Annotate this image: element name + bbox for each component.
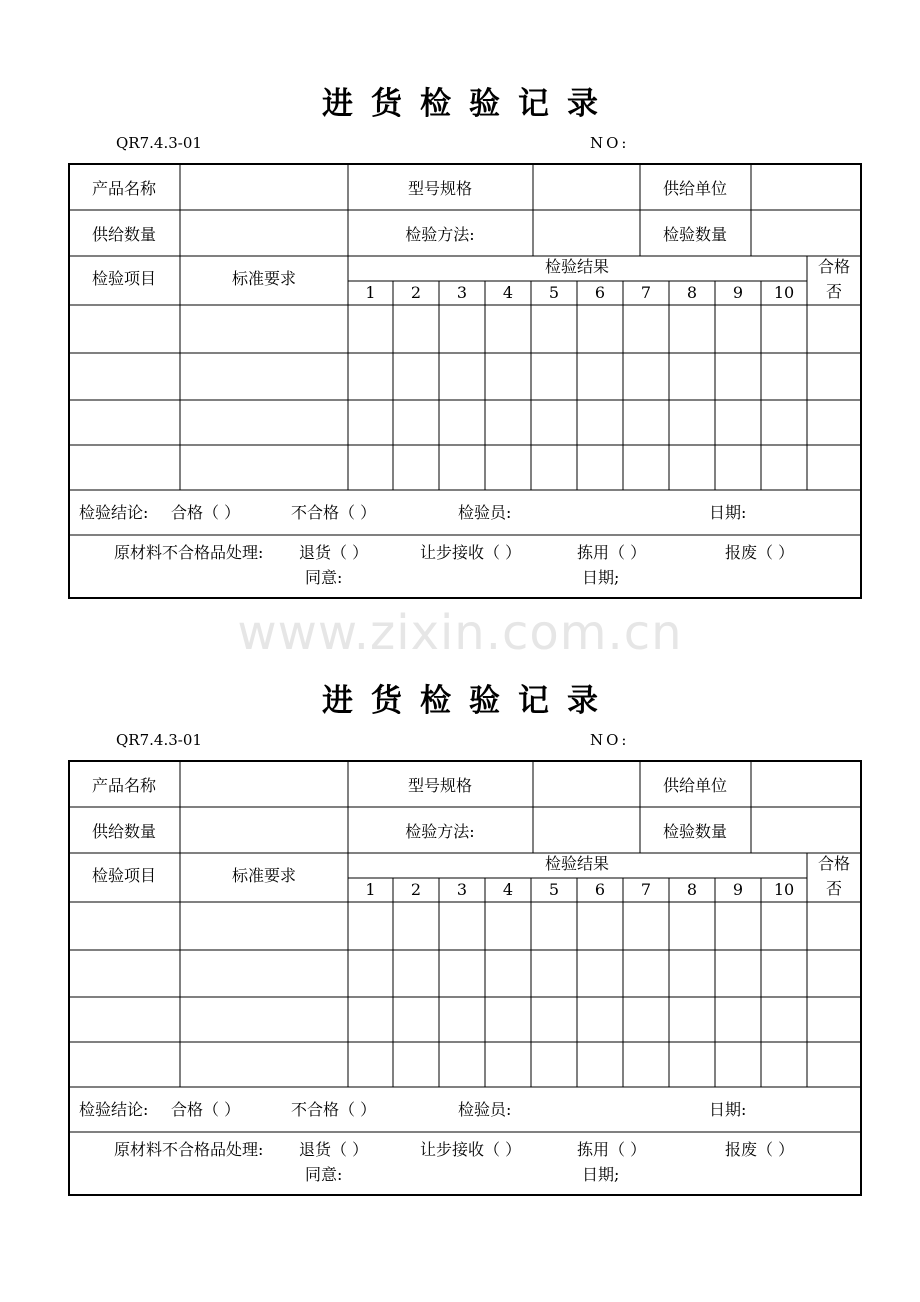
watermark: www.zixin.com.cn	[237, 605, 683, 661]
standard-requirement-label: 标准要求	[231, 866, 297, 885]
return-option-text: 退货（ ）	[299, 1140, 369, 1159]
inspection-results-label: 检验结果	[544, 257, 610, 276]
inspection-quantity-label: 检验数量	[662, 225, 728, 244]
supply-quantity-label: 供给数量	[91, 822, 157, 841]
return-option-text: 退货（ ）	[299, 543, 369, 562]
pass-fail-label-line2: 否	[825, 282, 843, 301]
doc-number-label: NO:	[590, 134, 630, 152]
table-row	[69, 353, 861, 400]
result-column-header: 5	[548, 283, 560, 302]
pass-checkbox-text: 合格（ ）	[171, 1100, 241, 1119]
result-column-header: 3	[456, 880, 468, 899]
pass-fail-label-line1: 合格	[817, 257, 851, 276]
table-row	[69, 400, 861, 445]
inspection-results-label: 检验结果	[544, 854, 610, 873]
result-column-header: 6	[594, 880, 606, 899]
result-column-header: 9	[732, 880, 744, 899]
table-row	[69, 1042, 861, 1087]
fail-checkbox-text: 不合格（ ）	[291, 1100, 377, 1119]
inspection-item-label: 检验项目	[91, 269, 157, 288]
model-spec-label: 型号规格	[407, 776, 473, 795]
approval-label: 同意:	[305, 1165, 343, 1184]
result-column-header: 10	[773, 880, 795, 899]
result-column-header: 1	[365, 880, 376, 899]
scrap-option-text: 报废（ ）	[725, 543, 795, 562]
table-row	[69, 997, 861, 1042]
result-column-header: 4	[502, 283, 514, 302]
doc-number-label: NO:	[590, 731, 630, 749]
product-name-label: 产品名称	[91, 776, 157, 795]
result-column-header: 9	[732, 283, 744, 302]
scrap-option-text: 报废（ ）	[725, 1140, 795, 1159]
form-title: 进货检验记录	[322, 683, 616, 719]
approval-date-label: 日期;	[582, 1165, 620, 1184]
result-column-header: 3	[456, 283, 468, 302]
form-title: 进货检验记录	[322, 86, 616, 122]
result-column-header: 7	[640, 283, 652, 302]
standard-requirement-label: 标准要求	[231, 269, 297, 288]
result-column-header: 1	[365, 283, 376, 302]
approval-label: 同意:	[305, 568, 343, 587]
conclusion-label: 检验结论:	[79, 503, 149, 522]
table-row	[69, 950, 861, 997]
supply-quantity-label: 供给数量	[91, 225, 157, 244]
inspection-form-1	[0, 0, 920, 600]
disposition-label: 原材料不合格品处理:	[114, 1140, 264, 1159]
pass-checkbox-text: 合格（ ）	[171, 503, 241, 522]
table-row	[69, 305, 861, 353]
inspector-label: 检验员:	[458, 1100, 512, 1119]
inspection-item-label: 检验项目	[91, 866, 157, 885]
supplier-label: 供给单位	[662, 179, 728, 198]
pass-fail-label-line2: 否	[825, 879, 843, 898]
inspection-form-2	[0, 597, 920, 1197]
approval-date-label: 日期;	[582, 568, 620, 587]
doc-code: QR7.4.3-01	[116, 134, 202, 152]
result-column-header: 6	[594, 283, 606, 302]
product-name-label: 产品名称	[91, 179, 157, 198]
pass-fail-label-line1: 合格	[817, 854, 851, 873]
result-column-header: 8	[686, 880, 698, 899]
conclusion-date-label: 日期:	[709, 503, 747, 522]
concession-option-text: 让步接收（ ）	[420, 543, 522, 562]
result-column-header: 5	[548, 880, 560, 899]
result-column-header: 2	[410, 283, 422, 302]
concession-option-text: 让步接收（ ）	[420, 1140, 522, 1159]
conclusion-label: 检验结论:	[79, 1100, 149, 1119]
model-spec-label: 型号规格	[407, 179, 473, 198]
disposition-label: 原材料不合格品处理:	[114, 543, 264, 562]
table-row	[69, 445, 861, 490]
inspector-label: 检验员:	[458, 503, 512, 522]
result-column-header: 10	[773, 283, 795, 302]
result-column-header: 8	[686, 283, 698, 302]
result-column-header: 4	[502, 880, 514, 899]
fail-checkbox-text: 不合格（ ）	[291, 503, 377, 522]
table-row	[69, 902, 861, 950]
inspection-quantity-label: 检验数量	[662, 822, 728, 841]
result-column-header: 7	[640, 880, 652, 899]
supplier-label: 供给单位	[662, 776, 728, 795]
result-column-header: 2	[410, 880, 422, 899]
inspection-method-label: 检验方法:	[405, 225, 475, 244]
sort-option-text: 拣用（ ）	[577, 543, 647, 562]
inspection-method-label: 检验方法:	[405, 822, 475, 841]
doc-code: QR7.4.3-01	[116, 731, 202, 749]
conclusion-date-label: 日期:	[709, 1100, 747, 1119]
sort-option-text: 拣用（ ）	[577, 1140, 647, 1159]
